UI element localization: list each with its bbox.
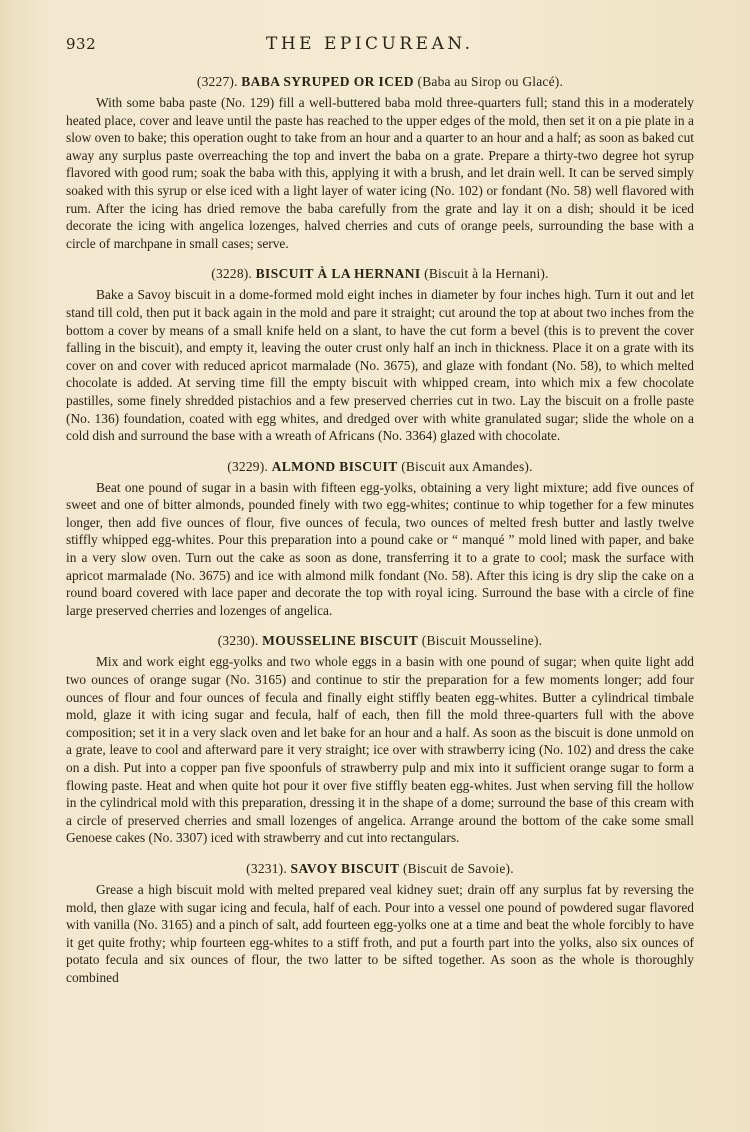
- recipe-title: MOUSSELINE BISCUIT: [262, 633, 419, 649]
- recipe-3230: [66, 631, 694, 847]
- recipe-heading: [66, 264, 694, 284]
- page-number: 932: [66, 35, 97, 53]
- recipe-title: ALMOND BISCUIT: [271, 458, 398, 474]
- recipe-number: (3228).: [211, 266, 253, 282]
- recipe-3231: [66, 859, 694, 987]
- running-title: THE EPICUREAN.: [266, 34, 474, 54]
- recipe-french-title: (Biscuit à la Hernani).: [424, 266, 549, 282]
- recipe-french-title: (Biscuit Mousseline).: [421, 633, 543, 649]
- recipe-3227: [66, 72, 694, 252]
- recipe-title: BABA SYRUPED OR ICED: [241, 74, 414, 89]
- recipe-title: SAVOY BISCUIT: [290, 860, 400, 876]
- recipe-3228: [66, 264, 694, 444]
- recipe-number: (3231).: [246, 860, 287, 876]
- running-head: [66, 34, 694, 60]
- recipe-heading: [66, 72, 694, 92]
- recipe-number: (3229).: [227, 458, 269, 474]
- recipe-number: (3230).: [217, 633, 259, 649]
- recipe-3229: [66, 457, 694, 620]
- recipe-french-title: (Baba au Sirop ou Glacé).: [417, 74, 564, 89]
- recipe-body: Mix and work eight egg-yolks and two whole eggs in a basin with one pound of sugar; when quite light add two ounces of orange sugar (No. 3165) and continue to stir the preparation for a few moments longer; add four ounces of flour and four ounces of fecula and finally eight stiffly beaten egg-whites. Butter a cylindrical timbale mold, glaze it with icing sugar and fecula, half of each, then fill the mold three-quarters full with the above composition; set it in a very slack oven and let bake for an hour and a half. As soon as the biscuit is done unmold on a grate, leave to cool and afterward pare it very straight; ice over with strawberry icing (No. 102) and dress the cake on a dish. Put into a copper pan five spoonfuls of strawberry pulp and mix into it sufficient orange sugar to form a flowing paste. Heat and when quite hot pour it over five stiffly beaten egg-whites. Just when serving fill the hollow in the cylindrical mold with this preparation, dressing it in the shape of a dome; surround the base of this cream with a circle of preserved cherries and small lozenges of angelica. Arrange around the bottom of the cake some small Genoese cakes (No. 3307) iced with strawberry and cut into rectangulars.: [66, 654, 694, 846]
- recipe-body: With some baba paste (No. 129) fill a well-buttered baba mold three-quarters full; stand this in a moderately heated place, cover and leave until the paste has reached to the upper edges of the mold, then set it on a pie plate in a slow oven to bake; this operation ought to take from an hour and a quarter to an hour and a half; as soon as baked cut away any surplus paste overreaching the top and invert the baba on a grate. Prepare a thirty-two degree hot syrup flavored with good rum; soak the baba with this, applying it with a brush, and let drain well. It can be served simply soaked with this syrup or else iced with a light layer of water icing (No. 102) or fondant (No. 58) well flavored with rum. After the icing has dried remove the baba carefully from the grate and lay it on a dish; should it be iced decorate the icing with angelica lozenges, halved cherries and cuts of orange peels, surrounding the base with a circle of marchpane in small cases; serve.: [66, 95, 694, 251]
- recipe-heading: [66, 457, 694, 477]
- recipe-french-title: (Biscuit de Savoie).: [402, 860, 514, 876]
- recipe-french-title: (Biscuit aux Amandes).: [401, 458, 533, 474]
- recipe-heading: [66, 859, 694, 879]
- recipe-number: (3227).: [196, 74, 238, 89]
- recipe-title: BISCUIT À LA HERNANI: [255, 266, 421, 282]
- recipe-body: Bake a Savoy biscuit in a dome-formed mold eight inches in diameter by four inches high. Turn it out and let stand till cold, then put it back again in the mold and pare it straight; cut around the top at about two inches from the bottom a cover by means of a small knife held on a slant, to have the cut form a bevel (this is to prevent the cover falling in the biscuit), and empty it, leaving the outer crust only half an inch in thickness. Place it on a grate with its cover on and cover with reduced apricot marmalade (No. 3675), and glaze with fondant (No. 58), to which melted chocolate is added. At serving time fill the empty biscuit with whipped cream, into which mix a few chocolate pastilles, some finely shredded pistachios and a few preserved cherries cut in two. Lay the biscuit on a frolle paste (No. 136) foundation, coated with egg whites, and dredged over with white granulated sugar; slide the whole on a cold dish and surround the base with a wreath of Africans (No. 3364) glazed with chocolate.: [66, 287, 694, 444]
- recipe-body: Grease a high biscuit mold with melted prepared veal kidney suet; drain off any surplus fat by reversing the mold, then glaze with sugar icing and fecula, half of each. Pour into a vessel one pound of powdered sugar flavored with vanilla (No. 3165) and a pinch of salt, add fourteen egg-yolks one at a time and beat the whole forcibly to have it get quite frothy; whip fourteen egg-whites to a stiff froth, and put a fourth part into the yolks, also six ounces of potato fecula and six ounces of flour, the two latter to be sifted together. As soon as the whole is thoroughly combined: [66, 881, 694, 985]
- recipe-body: Beat one pound of sugar in a basin with fifteen egg-yolks, obtaining a very light mixture; add five ounces of sweet and one of bitter almonds, pounded finely with two egg-whites; continue to whip together for a few minutes longer, then add five ounces of flour, five ounces of fecula, two ounces of melted fresh butter and lastly twelve stiffly whipped egg-whites. Pour this preparation into a pound cake or “ manqué ” mold lined with paper, and bake in a very slow oven. Turn out the cake as soon as done, transferring it to a grate to cool; mask the surface with apricot marmalade (No. 3675) and ice with almond milk fondant (No. 58). After this icing is dry slip the cake on a round board covered with lace paper and decorate the top with royal icing. Surround the base with a circle of fine large preserved cherries and lozenges of angelica.: [66, 479, 694, 618]
- recipe-heading: [66, 631, 694, 651]
